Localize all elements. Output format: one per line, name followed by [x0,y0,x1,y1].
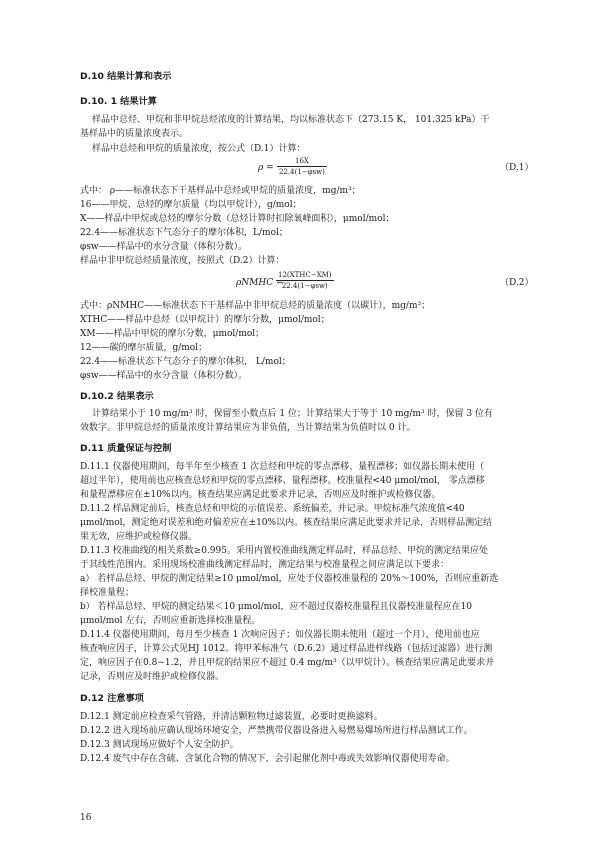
equation-denominator: 22.4(1−φsw) [281,282,328,290]
paragraph-line: 和量程漂移应在±10%以内。核查结果应满足此要求并记录，否则应及时维护或检修仪器。 [80,490,441,500]
equation-denominator: 22.4(1−φsw) [279,168,325,176]
list-item: μmol/mol 左右，否则应重新选择校准量程。 [80,616,261,626]
paragraph-line: 样品中非甲烷总烃质量浓度，按照式（D.2）计算： [80,256,285,266]
equation-numerator: 16X [294,157,309,165]
paragraph-line: 记录，否则应及时维护或检修仪器。 [80,672,225,682]
paragraph-line: D.12.2 进入现场前应确认现场环境安全，严禁携带仪器设备进入易燃易爆场所进行样品测试工作。 [80,726,473,736]
definition-line: φsw——样品中的水分含量（体积分数）。 [80,242,248,252]
definition-line: X——样品中甲烷或总烃的摩尔分数（总烃计算时扣除氧峰面积），μmol/mol； [80,214,395,224]
equation-number: （D.1） [500,163,534,173]
list-item: b） 若样品总烃、甲烷的测定结果＜10 μmol/mol，应不超过仪器校准量程且仪器校准量程应在10 [80,602,472,612]
paragraph-line: μmol/mol，测定绝对误差和绝对偏差应在±10%以内。核查结果应满足此要求并记录，否则样品测定结 [80,518,493,528]
definition-line: 式中： ρ——标准状态下干基样品中总烃或甲烷的质量浓度，mg/m³； [80,186,361,196]
definition-line: XTHC——样品中总烃（以甲烷计）的摩尔分数，μmol/mol； [80,315,330,325]
equation-fraction [276,271,334,290]
paragraph-line: D.11.3 校准曲线的相关系数≥0.995。采用内置校准曲线测定样品时，样品总烃、甲烷的测定结果应处 [80,546,488,556]
list-item: 择校准量程； [80,588,135,598]
equation-fraction [277,157,327,176]
heading-d12: D.12 注意事项 [80,693,144,704]
definition-line: 22.4——标准状态下气态分子的摩尔体积，L/mol； [80,228,288,238]
definition-line: 16——甲烷、总烃的摩尔质量（均以甲烷计），g/mol； [80,200,302,210]
definition-line: 22.4——标准状态下气态分子的摩尔体积， L/mol； [80,357,291,367]
paragraph-line: 超过半年），使用前也应核查总烃和甲烷的零点漂移、量程漂移。校准量程<40 μmol/mol， 零点漂移 [80,476,485,486]
list-item: a） 若样品总烃、甲烷的测定结果≥10 μmol/mol，应处于仪器校准量程的 20%～100%，否则应重新选 [80,574,499,584]
fraction-bar [276,280,334,281]
heading-d10-2: D.10.2 结果表示 [80,391,154,402]
definition-line: 12——碳的摩尔质量，g/mol； [80,343,208,353]
paragraph-line: 定，响应因子在0.8~1.2，并且甲烷的结果应不超过 0.4 mg/m³（以甲烷计）。核查结果应满足此要求并 [80,658,495,668]
equation-lhs: ρNMHC = [236,278,284,288]
definition-line: XM——样品中甲烷的摩尔分数，μmol/mol； [80,329,265,339]
fraction-bar [277,166,327,167]
paragraph-line: 样品中总烃和甲烷的质量浓度，按公式（D.1）计算： [92,144,306,154]
paragraph-line: D.11.2 样品测定前后，核查总烃和甲烷的示值误差、系统偏差，并记录。甲烷标准气浓度值<40 [80,504,465,514]
paragraph-line: D.12.3 测试现场应做好个人安全防护。 [80,740,239,750]
paragraph-line: D.12.4 废气中存在含硫、含氯化合物的情况下，会引起催化剂中毒或失效影响仪器使用寿命。 [80,754,455,764]
heading-d10-1: D.10. 1 结果计算 [80,96,157,107]
paragraph-line: D.12.1 测定前应检查采气管路，并清洁颗粒物过滤装置，必要时更换滤料。 [80,712,383,722]
paragraph-line: 样品中总烃、甲烷和非甲烷总烃浓度的计算结果，均以标准状态下（273.15 K， 101.325 kPa）干 [92,115,490,125]
paragraph-line: D.11.4 仪器使用期间，每月至少核查 1 次响应因子；如仪器长期未使用（超过一个月），使用前也应 [80,630,480,640]
page-number: 16 [80,813,92,823]
equation-numerator: 12(XTHC−XM) [278,271,332,279]
paragraph-line: 基样品中的质量浓度表示。 [80,129,189,139]
paragraph-line: D.11.1 仪器使用期间，每半年至少核查 1 次总烃和甲烷的零点漂移、量程漂移；如仪器长期未使用（ [80,462,485,472]
paragraph-line: 核查响应因子，计算公式见HJ 1012。将甲苯标准气（D.6.2）通过样品进样线路（包括过滤器）进行测 [80,644,493,654]
paragraph-line: 果无效，应维护或检修仪器。 [80,532,198,542]
paragraph-line: 于其线性范围内。采用现场校准曲线测定样品时，测定结果与校准量程之间应满足以下要求： [80,560,450,570]
definition-line: 式中：ρNMHC——标准状态下干基样品中非甲烷总烃的质量浓度（以碳计），mg/m³； [80,301,431,311]
paragraph-line: 效数字。非甲烷总烃的质量浓度计算结果应为非负值，当计算结果为负值时以 0 计。 [80,423,416,433]
heading-d10: D.10 结果计算和表示 [80,71,172,82]
equation-lhs: ρ = [258,163,274,173]
heading-d11: D.11 质量保证与控制 [80,443,172,454]
definition-line: φsw——样品中的水分含量（体积分数）。 [80,371,248,381]
paragraph-line: 计算结果小于 10 mg/m³ 时，保留至小数点后 1 位；计算结果大于等于 10 mg/m³ 时，保留 3 位有 [92,409,493,419]
equation-number: （D.2） [500,278,534,288]
